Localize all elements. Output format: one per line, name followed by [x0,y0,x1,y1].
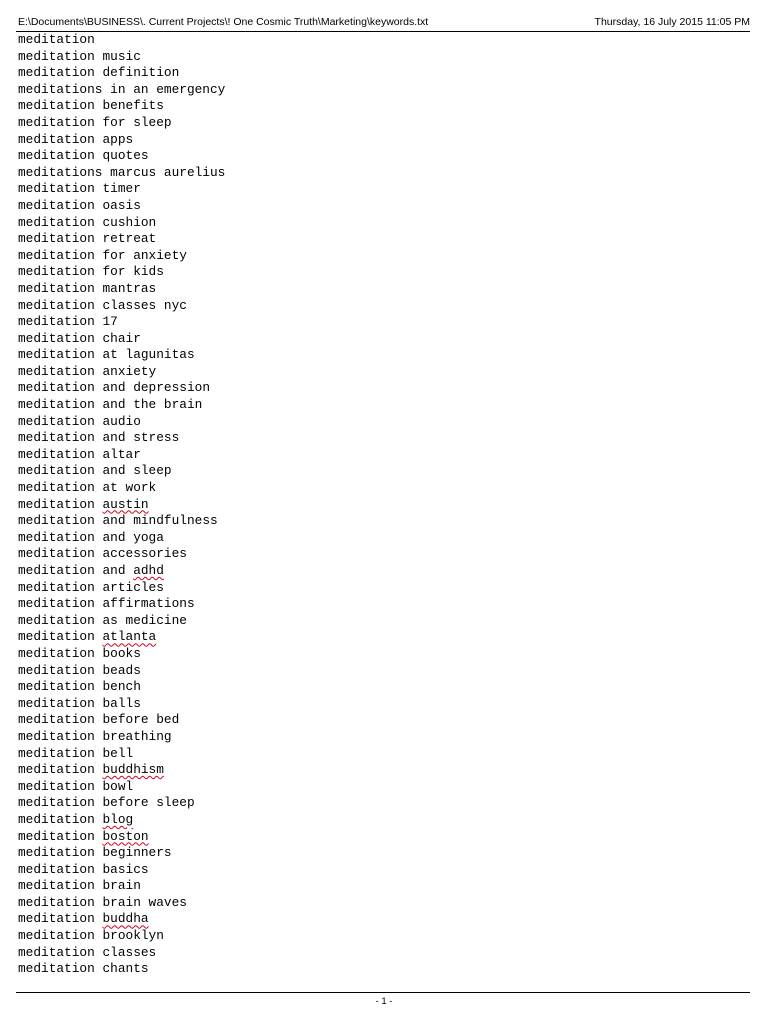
keyword-line [18,148,225,165]
keyword-base: meditation [18,148,103,164]
keyword-line [18,497,225,514]
keyword-term: at work [102,480,157,496]
keyword-line [18,795,225,812]
keyword-term: bowl [102,778,134,794]
keyword-term: as medicine [102,612,187,628]
keyword-base: meditation [18,745,103,761]
keyword-base: meditation [18,32,95,47]
keyword-line [18,49,225,66]
keyword-base: meditation [18,380,103,396]
keyword-term: classes nyc [102,297,187,313]
keyword-term: and sleep [102,463,172,479]
keyword-term: anxiety [102,363,157,379]
keyword-line [18,347,225,364]
keyword-base: meditation [18,778,103,794]
keyword-term: cushion [102,214,157,230]
keyword-term: and the brain [102,397,203,413]
keyword-term: 17 [102,314,118,330]
keyword-base: meditations marcus aurelius [18,164,226,180]
keyword-term: chair [102,330,141,346]
keyword-line [18,281,225,298]
keyword-line [18,945,225,962]
keyword-line [18,447,225,464]
keyword-term-spellcheck-flag: buddhism [102,762,164,778]
keyword-term: brooklyn [102,928,164,944]
keyword-term: and depression [102,380,210,396]
keyword-base: meditation [18,513,103,529]
keyword-term-spellcheck-flag: buddha [102,911,149,927]
keyword-term-spellcheck-flag: adhd [133,563,164,578]
keyword-term: and mindfulness [102,513,218,529]
keyword-base: meditation [18,247,103,263]
keyword-base: meditation [18,197,103,213]
keyword-term: chants [102,961,149,977]
keyword-term: definition [102,65,180,81]
keyword-line [18,845,225,862]
keyword-line [18,546,225,563]
keyword-line [18,646,225,663]
keyword-base: meditation [18,65,103,81]
keyword-line [18,829,225,846]
keyword-term-spellcheck-flag: blog [102,811,134,827]
keyword-line [18,248,225,265]
keyword-line [18,895,225,912]
keyword-line [18,331,225,348]
keyword-term: altar [102,446,141,462]
keyword-base: meditation [18,297,103,313]
keyword-line [18,862,225,879]
keyword-base: meditation [18,430,103,446]
keyword-term: articles [102,579,164,595]
keyword-line [18,414,225,431]
keyword-line [18,812,225,829]
keyword-line [18,463,225,480]
keyword-line [18,198,225,215]
keyword-list [18,32,225,978]
keyword-base: meditation [18,546,103,562]
keyword-line [18,82,225,99]
keyword-base: meditation [18,596,103,612]
keyword-base: meditation [18,629,103,645]
keyword-term-spellcheck-flag: boston [102,828,149,844]
keyword-base: meditation [18,928,103,944]
keyword-base: meditation [18,612,103,628]
keyword-line [18,480,225,497]
keyword-line [18,397,225,414]
keyword-term: and stress [102,430,180,446]
keyword-term: balls [102,695,141,711]
keyword-term: at lagunitas [102,347,195,363]
keyword-line [18,629,225,646]
keyword-base: meditation [18,463,103,479]
keyword-base: meditation [18,728,103,744]
keyword-base: meditation [18,911,103,927]
keyword-base: meditation [18,48,103,64]
keyword-term: for anxiety [102,247,187,263]
keyword-base: meditation [18,845,103,861]
keyword-term: before sleep [102,795,195,811]
keyword-base: meditation [18,944,103,960]
keyword-base: meditation [18,795,103,811]
keyword-line [18,712,225,729]
keyword-line [18,32,225,49]
keyword-term: audio [102,413,141,429]
keyword-base: meditation [18,679,103,695]
keyword-term: brain [102,878,141,894]
keyword-line [18,729,225,746]
keyword-term: benefits [102,98,164,114]
keyword-base: meditation [18,98,103,114]
page-number: - 1 - [375,996,393,1007]
keyword-base: meditation [18,894,103,910]
keyword-base: meditation [18,330,103,346]
keyword-base: meditation [18,280,103,296]
footer-divider [16,992,750,993]
keyword-term: brain waves [102,894,187,910]
keyword-base: meditation [18,181,103,197]
keyword-base: meditation [18,762,103,778]
keyword-base: meditation [18,231,103,247]
keyword-term: books [102,645,141,661]
keyword-line [18,961,225,978]
keyword-line [18,878,225,895]
keyword-line [18,746,225,763]
keyword-line [18,380,225,397]
keyword-line [18,115,225,132]
keyword-term: classes [102,944,157,960]
keyword-line [18,298,225,315]
keyword-line [18,98,225,115]
keyword-term: for kids [102,264,164,280]
keyword-line [18,165,225,182]
keyword-term: beginners [102,845,172,861]
keyword-base: meditation [18,712,103,728]
keyword-term: apps [102,131,134,147]
keyword-term: bell [102,745,134,761]
keyword-base: meditation [18,861,103,877]
keyword-term-spellcheck-flag: austin [102,496,149,512]
keyword-term: before bed [102,712,180,728]
keyword-base: meditation [18,645,103,661]
keyword-line [18,928,225,945]
keyword-base: meditations in an emergency [18,81,226,97]
keyword-base: meditation [18,363,103,379]
keyword-line [18,65,225,82]
keyword-line [18,679,225,696]
keyword-term: oasis [102,197,141,213]
keyword-line [18,530,225,547]
keyword-line [18,513,225,530]
keyword-base: meditation [18,480,103,496]
keyword-term: beads [102,662,141,678]
keyword-term: breathing [102,728,172,744]
keyword-line [18,264,225,281]
print-datetime: Thursday, 16 July 2015 11:05 PM [594,16,750,28]
keyword-line [18,696,225,713]
keyword-base: meditation [18,579,103,595]
keyword-term: bench [102,679,141,695]
keyword-line [18,762,225,779]
keyword-line [18,181,225,198]
keyword-base: meditation [18,347,103,363]
keyword-base: meditation [18,828,103,844]
keyword-base: meditation [18,695,103,711]
keyword-term: retreat [102,231,157,247]
keyword-line [18,663,225,680]
keyword-base: meditation [18,662,103,678]
keyword-line [18,132,225,149]
keyword-line [18,314,225,331]
keyword-term: timer [102,181,141,197]
keyword-base: meditation [18,413,103,429]
keyword-term: affirmations [102,596,195,612]
keyword-line [18,911,225,928]
keyword-line [18,231,225,248]
keyword-term: basics [102,861,149,877]
keyword-term: and yoga [102,529,164,545]
keyword-line [18,779,225,796]
keyword-base: meditation [18,264,103,280]
keyword-term: music [102,48,141,64]
keyword-term: accessories [102,546,187,562]
keyword-term: quotes [102,148,149,164]
keyword-base: meditation [18,811,103,827]
keyword-term-spellcheck-flag: atlanta [102,629,157,645]
keyword-base: meditation [18,314,103,330]
keyword-line [18,430,225,447]
keyword-base: meditation [18,529,103,545]
keyword-base: meditation [18,131,103,147]
keyword-base: meditation [18,961,103,977]
keyword-base: meditation [18,397,103,413]
keyword-base: meditation [18,496,103,512]
keyword-line [18,215,225,232]
keyword-line [18,580,225,597]
keyword-term: mantras [102,280,157,296]
keyword-line [18,596,225,613]
keyword-line [18,563,225,580]
keyword-base: meditation [18,878,103,894]
keyword-term: for sleep [102,114,172,130]
keyword-line [18,613,225,630]
file-path: E:\Documents\BUSINESS\. Current Projects\! One Cosmic Truth\Marketing\keywords.txt [18,16,429,28]
keyword-line [18,364,225,381]
page-header [18,14,750,30]
keyword-base: meditation [18,446,103,462]
keyword-base: meditation [18,214,103,230]
keyword-base: meditation [18,114,103,130]
keyword-base: meditation and [18,563,134,578]
